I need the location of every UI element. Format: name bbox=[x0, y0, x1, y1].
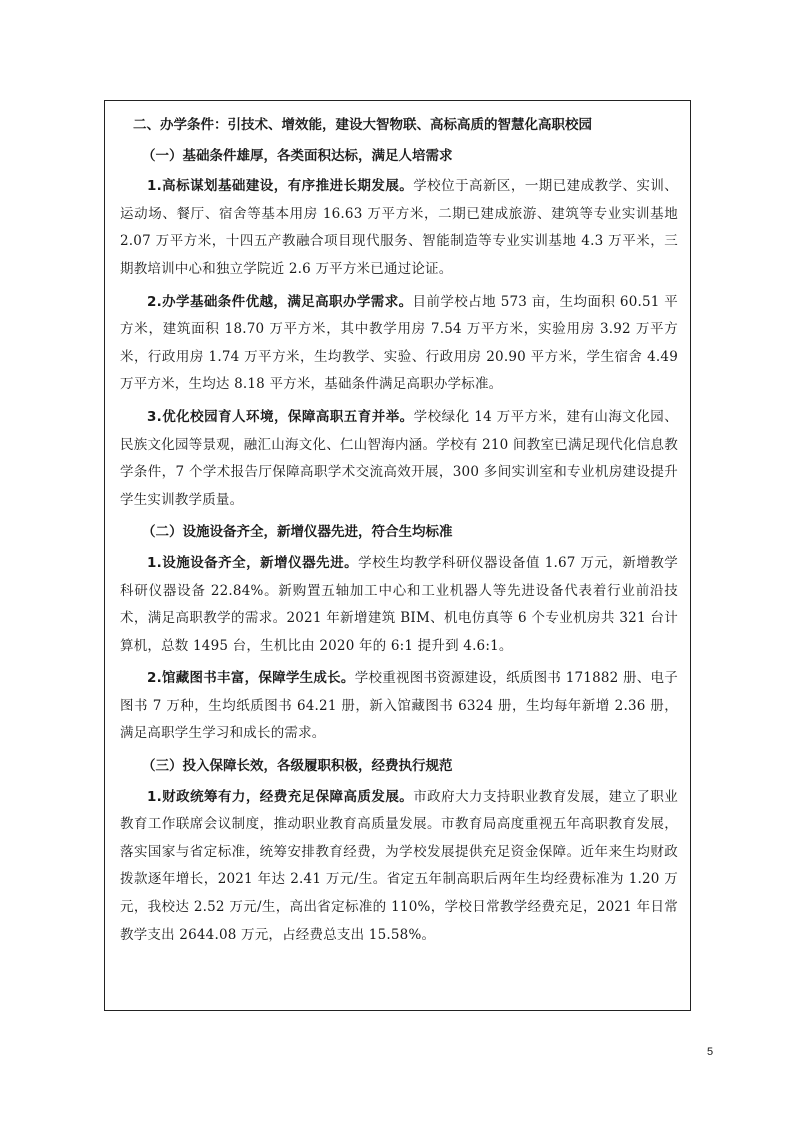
paragraph-lead: 2.馆藏图书丰富，保障学生成长。 bbox=[147, 670, 355, 687]
section-heading: 二、办学条件：引技术、增效能，建设大智物联、高标高质的智慧化高职校园 bbox=[133, 117, 592, 133]
paragraph-lead: 3.优化校园育人环境，保障高职五育并举。 bbox=[147, 408, 414, 425]
paragraph-body: 学校绿化 14 万平方米，建有山海文化园、民族文化园等景观，融汇山海文化、仁山智海内涵。学校有 210 间教室已满足现代化信息教学条件，7 个学术报告厅保障高职学术交流高效开展，300 多间实训室和专业机房建设提升学生实训教学质量。 bbox=[120, 408, 678, 508]
paragraph bbox=[120, 665, 678, 748]
subsection-title: （一）基础条件雄厚，各类面积达标，满足人培需求 bbox=[142, 147, 453, 164]
paragraph-body: 学校位于高新区，一期已建成教学、实训、运动场、餐厅、宿舍等基本用房 16.63 万平方米，二期已建成旅游、建筑等专业实训基地 2.07 万平方米，十四五产教融合项目现代服务、智能制造等专业实训基地 4.3 万平米，三期教培训中心和独立学院近 2.6 万平方米已通过论证。 bbox=[120, 178, 678, 277]
paragraph-lead: 1.高标谋划基础建设，有序推进长期发展。 bbox=[147, 178, 414, 195]
paragraph bbox=[120, 550, 678, 660]
paragraph bbox=[120, 289, 678, 399]
document-body bbox=[120, 112, 678, 954]
section-1 bbox=[120, 143, 678, 515]
paragraph-body: 学校生均教学科研仪器设备值 1.67 万元，新增教学科研仪器设备 22.84%。新购置五轴加工中心和工业机器人等先进设备代表着行业前沿技术，满足高职教学的需求。2021 年新增建筑 BIM、机电仿真等 6 个专业机房共 321 台计算机，总数 1495 台，生机比由 2020 年的 6:1 提升到 4.6:1。 bbox=[120, 554, 678, 654]
paragraph-lead: 1.财政统筹有力，经费充足保障高质发展。 bbox=[147, 788, 414, 805]
paragraph bbox=[120, 404, 678, 514]
subsection-title: （三）投入保障长效，各级履职积极，经费执行规范 bbox=[142, 758, 453, 775]
section-2 bbox=[120, 519, 678, 748]
page-number: 5 bbox=[707, 1046, 714, 1058]
paragraph-body: 目前学校占地 573 亩，生均面积 60.51 平方米，建筑面积 18.70 万平方米，其中教学用房 7.54 万平方米，实验用房 3.92 万平方米，行政用房 1.74 万平方米，生均教学、实验、行政用房 20.90 平方米，学生宿舍 4.49 万平方米，生均达 8.18 平方米，基础条件满足高职办学标准。 bbox=[120, 293, 678, 393]
section-3 bbox=[120, 753, 678, 949]
paragraph-body: 学校重视图书资源建设，纸质图书 171882 册、电子图书 7 万种，生均纸质图书 64.21 册，新入馆藏图书 6324 册，生均每年新增 2.36 册，满足高职学生学习和成长的需求。 bbox=[120, 670, 678, 742]
paragraph-lead: 1.设施设备齐全，新增仪器先进。 bbox=[147, 554, 359, 571]
paragraph bbox=[120, 173, 678, 283]
paragraph-lead: 2.办学基础条件优越，满足高职办学需求。 bbox=[147, 293, 413, 310]
paragraph bbox=[120, 784, 678, 950]
subsection-title: （二）设施设备齐全，新增仪器先进，符合生均标准 bbox=[142, 524, 453, 541]
paragraph-body: 市政府大力支持职业教育发展，建立了职业教育工作联席会议制度，推动职业教育高质量发展。市教育局高度重视五年高职教育发展，落实国家与省定标准，统筹安排教育经费，为学校发展提供充足资金保障。近年来生均财政拨款逐年增长，2021 年达 2.41 万元/生。省定五年制高职后两年生均经费标准为 1.20 万元，我校达 2.52 万元/生，高出省定标准的 110%，学校日常教学经费充足，2021 年日常教学支出 2644.08 万元，占经费总支出 15.58%。 bbox=[120, 788, 678, 943]
